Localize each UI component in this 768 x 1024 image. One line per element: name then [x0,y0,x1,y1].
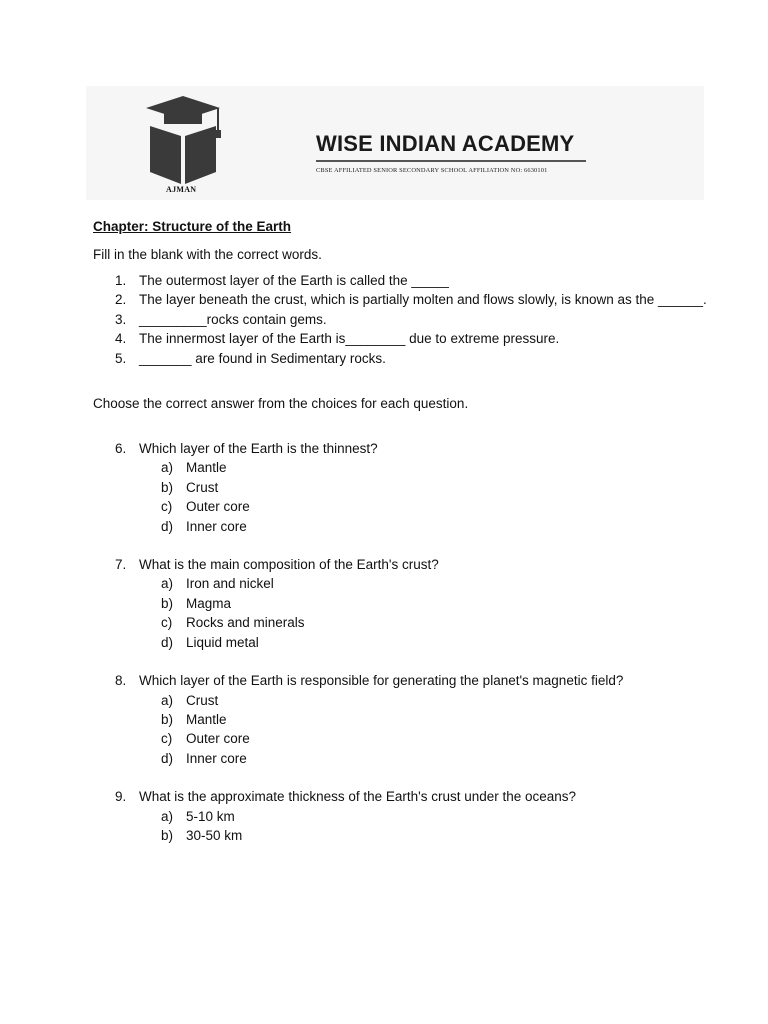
option-letter: a) [161,576,174,592]
item-text: The outermost layer of the Earth is called the _____ [139,273,449,288]
option-letter: a) [161,460,174,476]
option-letter: b) [161,595,174,611]
option-letter: d) [161,750,174,766]
question-line [93,671,713,690]
question-line [93,555,713,574]
question-number: 8. [115,673,127,689]
fill-instruction: Fill in the blank with the correct words. [93,247,322,262]
option-letter: b) [161,479,174,495]
option [93,517,713,536]
option-letter: a) [161,808,174,824]
item-text: _______ are found in Sedimentary rocks. [139,350,386,366]
item-number: 3. [115,311,127,327]
option-text: 30-50 km [186,827,243,843]
question-block [93,555,713,652]
chapter-title: Chapter: Structure of the Earth [93,219,292,234]
item-text: _________rocks contain gems. [139,311,327,327]
question-number: 7. [115,557,127,573]
item-number: 4. [115,331,127,347]
fill-blank-item [93,310,713,329]
option-letter: d) [161,518,174,534]
option [93,826,713,845]
option-text: Iron and nickel [186,576,274,592]
option-text: Crust [186,479,219,495]
option-text: Outer core [186,499,250,515]
mcq-instruction: Choose the correct answer from the choices for each question. [93,396,469,412]
question-number: 9. [115,789,127,805]
option-letter: d) [161,634,174,650]
header-rule [316,160,586,162]
option-text: Mantle [186,460,227,476]
question-line [93,787,713,806]
option [93,633,713,652]
fill-blank-item [93,290,713,309]
question-block [93,787,713,845]
item-number: 1. [115,273,127,288]
logo-caption: AJMAN [166,185,197,194]
option-letter: a) [161,692,174,708]
option-text: Crust [186,692,219,708]
option [93,594,713,613]
question-number: 6. [115,441,127,457]
worksheet-content [93,219,713,864]
item-text: The innermost layer of the Earth is________ due to extreme pressure. [139,331,560,347]
option [93,749,713,768]
item-number: 5. [115,350,127,366]
fill-blank-list [93,271,713,368]
option [93,710,713,729]
fill-blank-item [93,329,713,348]
option-letter: c) [161,731,173,747]
option-text: Inner core [186,750,247,766]
option [93,458,713,477]
question-text: What is the approximate thickness of the Earth's crust under the oceans? [139,789,577,805]
option [93,807,713,826]
option [93,729,713,748]
question-text: What is the main composition of the Earth's crust? [139,557,439,573]
question-text: Which layer of the Earth is the thinnest? [139,441,378,457]
option-text: Inner core [186,518,247,534]
option-text: 5-10 km [186,808,235,824]
fill-blank-item [93,349,713,368]
item-text: The layer beneath the crust, which is partially molten and flows slowly, is known as the ______. [139,292,707,308]
option [93,497,713,516]
option-text: Mantle [186,711,227,727]
option-text: Liquid metal [186,634,259,650]
option [93,478,713,497]
graduation-cap-book-icon [140,92,226,200]
question-text: Which layer of the Earth is responsible for generating the planet's magnetic field? [139,673,624,689]
fill-blank-item [93,271,713,290]
affiliation-text: CBSE AFFILIATED SENIOR SECONDARY SCHOOL AFFILIATION NO: 6630101 [316,167,548,174]
option [93,613,713,632]
option-letter: c) [161,499,173,515]
question-block [93,671,713,768]
question-block [93,439,713,536]
option [93,691,713,710]
academy-name: WISE INDIAN ACADEMY [316,131,575,156]
option [93,574,713,593]
item-number: 2. [115,292,127,308]
question-line [93,439,713,458]
option-letter: c) [161,615,173,631]
option-text: Rocks and minerals [186,615,305,631]
option-text: Magma [186,595,232,611]
option-letter: b) [161,711,174,727]
option-letter: b) [161,827,174,843]
option-text: Outer core [186,731,250,747]
